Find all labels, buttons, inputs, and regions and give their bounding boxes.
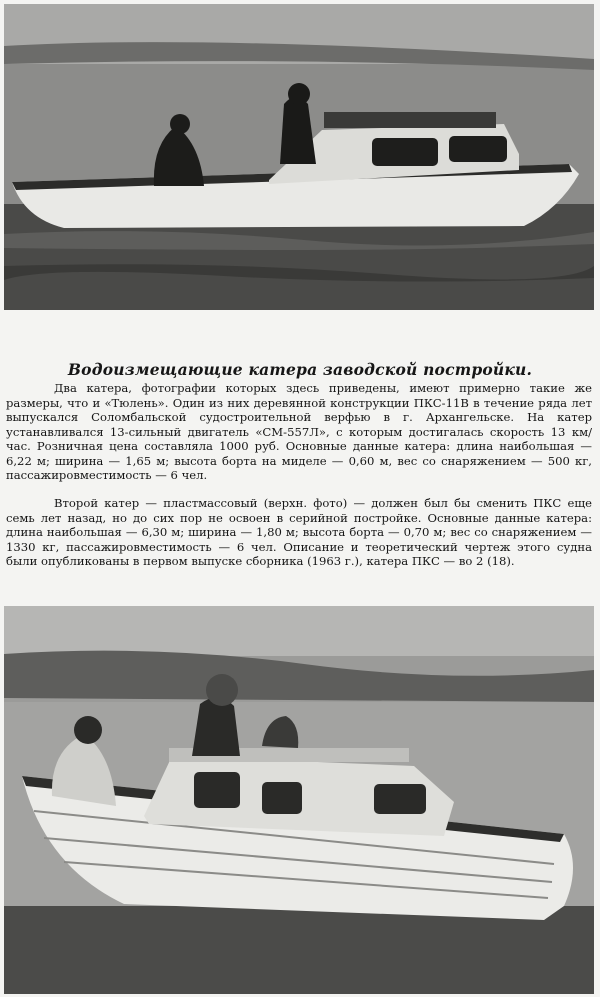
photo-plastic-boat [4,4,594,310]
photo-wooden-boat [4,606,594,994]
wooden-boat-illustration [4,606,594,994]
paragraph-plastic-boat: Второй катер — пластмассовый (верхн. фото) — должен был бы сменить ПКС еще семь лет назад, но до сих пор не освоен в серийной постройке. Основные данные катера: длина наибольшая — 6,30 м; ширина — 1,80 м; высота борта — 0,70 м; вес со снаряжением — 1330 кг, пассажировместимость — 6 чел. Описание и теоретический чертеж этого судна были опубликованы в первом выпуске сборника (1963 г.), катера ПКС — во 2 (18). [6,496,592,568]
plastic-boat-illustration [4,4,594,310]
article-title: Водоизмещающие катера заводской постройки. [67,360,533,379]
paragraph-wooden-boat: Два катера, фотографии которых здесь приведены, имеют примерно такие же размеры, что и «Тюлень». Один из них деревянной конструкции ПКС-11В в течение ряда лет выпускался Соломбальской судостроительной верфью в г. Архангельске. На катер устанавливался 13-сильный двигатель «СМ-557Л», с которым достигалась скорость 13 км/час. Розничная цена составляла 1000 руб. Основные данные катера: длина наибольшая — 6,22 м; ширина — 1,65 м; высота борта на миделе — 0,60 м, вес со снаряжением — 500 кг, пассажировместимость — 6 чел. [6,381,592,482]
